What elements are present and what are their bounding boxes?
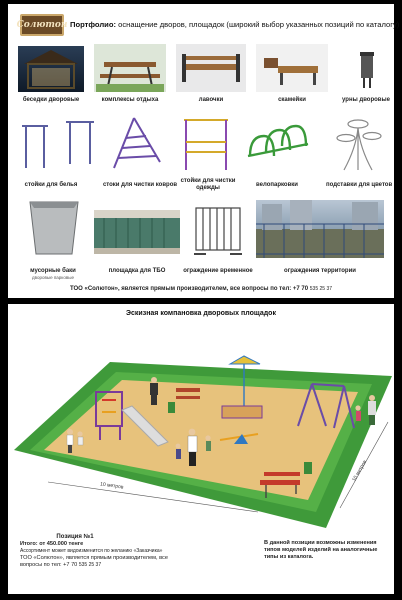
- waste-site-photo: [94, 210, 180, 254]
- benches-photo: [176, 44, 246, 92]
- variation-note: В данной позиции возможны изменения типов моделей изделий на аналогичные типы из каталога.: [264, 540, 378, 560]
- dimension-label-left: 10 метров: [99, 481, 124, 491]
- item-label: комплексы отдыха: [101, 97, 159, 103]
- contact-line: вопросы по тел: +7 70 535 25 37: [20, 562, 102, 568]
- company-note: ТОО «Солютон», является прямым производителем, все: [20, 555, 168, 561]
- position-number: Позиция №1: [56, 534, 94, 540]
- item-label: стойки для чистки одежды: [180, 178, 236, 191]
- temporary-fence-photo: [190, 200, 246, 258]
- sketch-title: Эскизная компановка дворовых площадок: [126, 310, 276, 317]
- trash-bin: [168, 402, 175, 413]
- portfolio-page: [8, 4, 400, 298]
- item-label: скамейки: [278, 97, 306, 103]
- position-total: Итого: от 450.000 тенге: [20, 541, 84, 547]
- item-label: стоки для чистки ковров: [102, 182, 178, 188]
- clothes-stand-photo: [178, 112, 234, 174]
- playground-illustration: [8, 322, 394, 532]
- item-label: лавочки: [198, 97, 224, 103]
- dimension-label-right: 10 метров: [351, 459, 369, 483]
- rest-complex-photo: [94, 44, 166, 92]
- item-label: урны дворовые: [342, 97, 390, 103]
- item-label: ограждения территории: [284, 268, 356, 274]
- portfolio-footer: ТОО «Солютон», является прямым производителем, все вопросы по тел: +7 70 535 25 37: [69, 286, 333, 292]
- layout-sketch-page: [8, 304, 394, 594]
- bike-parking-photo: [244, 116, 310, 168]
- trash-bin-photo: [24, 196, 84, 258]
- laundry-stand-photo: [18, 116, 98, 172]
- urn-photo: [352, 46, 382, 92]
- trash-bin: [304, 462, 312, 474]
- item-label: стойки для белья: [24, 182, 78, 188]
- item-sublabel: дворовые парковые: [32, 275, 74, 280]
- territory-fence-photo: [256, 200, 384, 258]
- item-label: площадка для ТБО: [108, 268, 166, 274]
- assortment-note: Ассортимент может видоизменится по желанию «Заказчика»: [20, 548, 163, 554]
- position-info: [20, 534, 220, 569]
- item-label: велопарковки: [256, 182, 298, 188]
- gazebo-photo: [18, 46, 84, 92]
- park-benches-photo: [256, 44, 328, 92]
- portfolio-title: Портфолио: оснащение дворов, площадок (широкий выбор указанных позиций по каталогу): [70, 20, 400, 29]
- item-label: мусорные баки: [30, 268, 76, 274]
- flower-stand-photo: [332, 112, 386, 174]
- carpet-stand-photo: [104, 112, 170, 174]
- company-logo: Солютон: [20, 14, 64, 36]
- item-label: подставки для цветов: [326, 182, 393, 188]
- item-label: ограждение временное: [183, 268, 253, 274]
- item-label: беседки дворовые: [22, 97, 80, 103]
